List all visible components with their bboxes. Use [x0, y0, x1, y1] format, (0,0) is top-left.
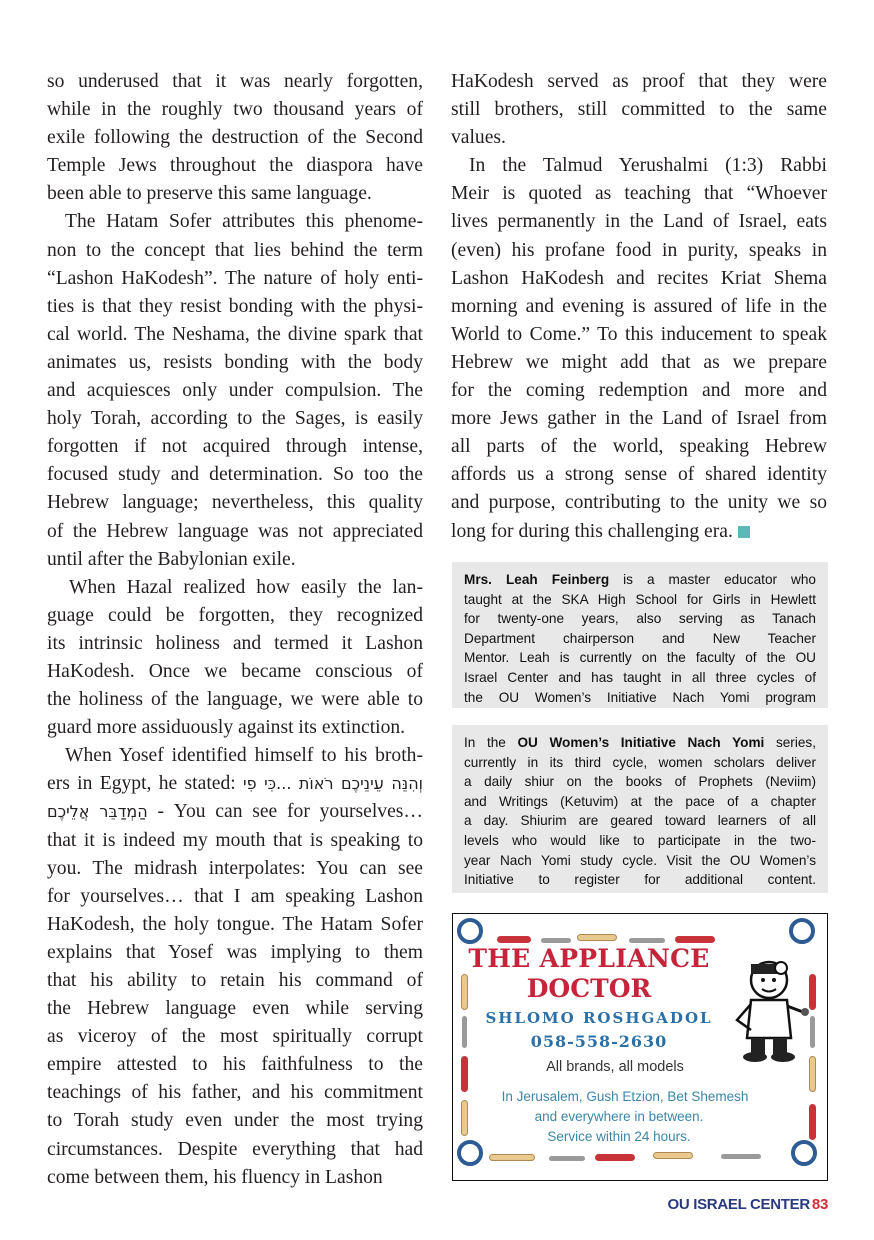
text-line: HaKodesh served as proof that they were — [451, 71, 827, 92]
text-line: to Torah study even under the most trying — [47, 1110, 423, 1132]
hebrew-quote: וְהִנֵּה עֵינֵיכֶם רֹאוֹת ...כִּי פִי — [243, 774, 423, 794]
ad-title: DOCTOR — [526, 974, 652, 1003]
text-line: until after the Babylonian exile. — [47, 548, 296, 570]
text-line: circumstances. Despite everything that had — [47, 1138, 423, 1160]
text-line: for yourselves… that I am speaking Lashon — [47, 885, 423, 907]
text-line: values. — [451, 127, 506, 149]
text-line: that it is indeed my mouth that is speaking to — [47, 829, 423, 851]
text-line: its intrinsic holiness and termed it Lashon — [47, 632, 423, 654]
text-line: holy Torah, according to the Sages, is easily — [47, 408, 423, 430]
ad-service-area: and everywhere in between. — [534, 1109, 704, 1124]
box-line: year Nach Yomi study cycle. Visit the OU Women’s — [464, 852, 816, 868]
ad-phone-number[interactable]: 058-558-2630 — [530, 1032, 668, 1051]
box-line: Initiative to register for additional content. — [464, 872, 816, 888]
bio-text: is a master educator who — [609, 572, 816, 587]
box-line: levels who would like to participate in the two- — [464, 832, 816, 848]
box-line: for twenty-one years, also serving as Tanach — [464, 611, 816, 627]
text-line: all parts of the world, speaking Hebrew — [451, 436, 827, 458]
author-bio-box — [452, 562, 828, 708]
hebrew-quote: הַמְדַבֵּר אֲלֵיכֶם — [47, 802, 148, 822]
text-line: HaKodesh. Once we became conscious of — [47, 660, 423, 682]
text-segment: long for during this challenging era. — [451, 520, 733, 542]
box-line: and Writings (Ketuvim) at the pace of a chapter — [464, 793, 816, 809]
box-line: Israel Center and has taught in all three cycles of — [464, 669, 816, 685]
hammer-icon — [461, 1100, 468, 1136]
ad-service-time: Service within 24 hours. — [547, 1129, 691, 1144]
text-line: forgotten if not acquired through intense, — [47, 436, 423, 458]
text-line: animates us, resists bonding with the body — [47, 351, 423, 373]
screwdriver-icon — [809, 1104, 816, 1140]
appliance-doctor-ad — [452, 913, 828, 1181]
wrench-icon — [721, 1154, 761, 1159]
text-line: When Yosef identified himself to his broth- — [65, 745, 423, 767]
text-line: morning and evening is assured of life in the — [451, 295, 827, 317]
text-line: Lashon HaKodesh and recites Kriat Shema — [451, 267, 827, 289]
pliers-icon — [457, 1140, 483, 1166]
text-segment: - You can see for yourselves… — [147, 801, 423, 823]
text-line: Temple Jews throughout the diaspora have — [47, 155, 423, 177]
page-footer — [667, 1196, 828, 1213]
text-line: When Hazal realized how easily the lan- — [69, 576, 423, 598]
hammer-icon — [809, 1056, 816, 1092]
screwdriver-icon — [461, 1056, 468, 1092]
pliers-icon — [457, 918, 483, 944]
ad-title: THE APPLIANCE — [468, 944, 710, 973]
text-line: and acquiesces only under compulsion. The — [47, 380, 423, 402]
text-line: you. The midrash interpolates: You can see — [47, 857, 423, 879]
text-line: (even) his profane food in purity, speaks in — [451, 239, 827, 261]
text-line: more Jews gather in the Land of Israel from — [451, 408, 827, 430]
author-name: Mrs. Leah Feinberg — [464, 572, 610, 587]
nach-yomi-info-box — [452, 725, 828, 893]
text-line: been able to preserve this same language. — [47, 183, 372, 205]
text-line: so underused that it was nearly forgotten, — [47, 71, 423, 92]
text-line: ties is that they resist bonding with the physi- — [47, 295, 423, 317]
screwdriver-icon — [809, 974, 816, 1010]
text-line — [47, 770, 423, 798]
hammer-icon — [653, 1152, 693, 1159]
text-line: Hebrew we might add that as we prepare — [451, 351, 827, 373]
text-line: In the Talmud Yerushalmi (1:3) Rabbi — [469, 155, 827, 177]
text-line: non to the concept that lies behind the term — [47, 239, 423, 261]
info-text: In the — [464, 735, 518, 750]
ad-tagline: All brands, all models — [546, 1059, 684, 1075]
text-segment: ers in Egypt, he stated: — [47, 773, 244, 795]
publication-name: OU ISRAEL CENTER — [667, 1196, 810, 1213]
left-text-column — [47, 68, 423, 1192]
screwdriver-icon — [497, 936, 531, 943]
hammer-icon — [577, 934, 617, 941]
box-line: a daily shiur on the books of Prophets (Neviim) — [464, 774, 816, 790]
box-line: Department chairperson and New Teacher — [464, 630, 816, 646]
bio-line — [464, 570, 816, 590]
text-line: for the coming redemption and more and — [451, 380, 827, 402]
box-line: the OU Women’s Initiative Nach Yomi program — [464, 689, 816, 705]
program-name: OU Women’s Initiative Nach Yomi — [517, 735, 765, 750]
ad-owner-name: SHLOMO ROSHGADOL — [485, 1009, 713, 1027]
box-line: a day. Shiurim are geared toward learners of all — [464, 813, 816, 829]
text-line: explains that Yosef was implying to them — [47, 941, 423, 963]
doctor-cartoon-icon — [729, 954, 809, 1064]
pliers-icon — [791, 1140, 817, 1166]
text-line — [451, 518, 827, 546]
text-line: HaKodesh, the holy tongue. The Hatam Sofer — [47, 913, 423, 935]
text-line: The Hatam Sofer attributes this phenome- — [65, 211, 423, 233]
info-line — [464, 733, 816, 753]
text-line: guard more assiduously against its extinction. — [47, 717, 406, 739]
text-line: exile following the destruction of the Second — [47, 127, 423, 149]
wrench-icon — [549, 1156, 585, 1161]
box-line: taught at the SKA High School for Girls in Hewlett — [464, 591, 816, 607]
text-line: focused study and determination. So too the — [47, 464, 423, 486]
text-line: come between them, his fluency in Lashon — [47, 1166, 383, 1188]
info-text: series, — [764, 735, 816, 750]
box-line: currently in its third cycle, women scholars deliver — [464, 754, 816, 770]
text-line: guage could be forgotten, they recognized — [47, 604, 423, 626]
text-line: affords us a strong sense of shared identity — [451, 464, 827, 486]
text-line: and purpose, contributing to the unity we so — [451, 492, 827, 514]
wrench-icon — [810, 1016, 815, 1048]
text-line: of the Hebrew language was not appreciated — [47, 520, 423, 542]
text-line: “Lashon HaKodesh”. The nature of holy enti- — [47, 267, 423, 289]
end-of-article-mark-icon — [738, 526, 750, 538]
right-text-column — [451, 68, 827, 546]
box-line: Mentor. Leah is currently on the faculty of the OU — [464, 650, 816, 666]
hammer-icon — [489, 1154, 535, 1161]
text-line: World to Come.” To this inducement to speak — [451, 323, 827, 345]
text-line: lives permanently in the Land of Israel, eats — [451, 211, 827, 233]
text-line: while in the roughly two thousand years of — [47, 99, 423, 121]
ad-service-area: In Jerusalem, Gush Etzion, Bet Shemesh — [501, 1089, 749, 1104]
text-line: Meir is quoted as teaching that “Whoever — [451, 183, 827, 205]
screwdriver-icon — [595, 1154, 635, 1161]
text-line: that his ability to retain his command of — [47, 970, 423, 991]
text-line: cal world. The Neshama, the divine spark that — [47, 323, 423, 345]
wrench-icon — [541, 938, 571, 943]
text-line: still brothers, still committed to the same — [451, 99, 827, 121]
text-line: the Hebrew language even while serving — [47, 998, 423, 1020]
text-line: teachings of his father, and his commitment — [47, 1082, 423, 1104]
screwdriver-icon — [675, 936, 715, 943]
wrench-icon — [629, 938, 665, 943]
text-line — [47, 798, 423, 826]
page-number: 83 — [811, 1196, 828, 1213]
pliers-icon — [789, 918, 815, 944]
text-line: empire attested to his faithfulness to the — [47, 1054, 423, 1076]
text-line: Hebrew language; nevertheless, this quality — [47, 492, 423, 514]
text-line: the holiness of the language, we were able to — [47, 689, 423, 711]
text-line: as viceroy of the most spiritually corrupt — [47, 1026, 423, 1048]
